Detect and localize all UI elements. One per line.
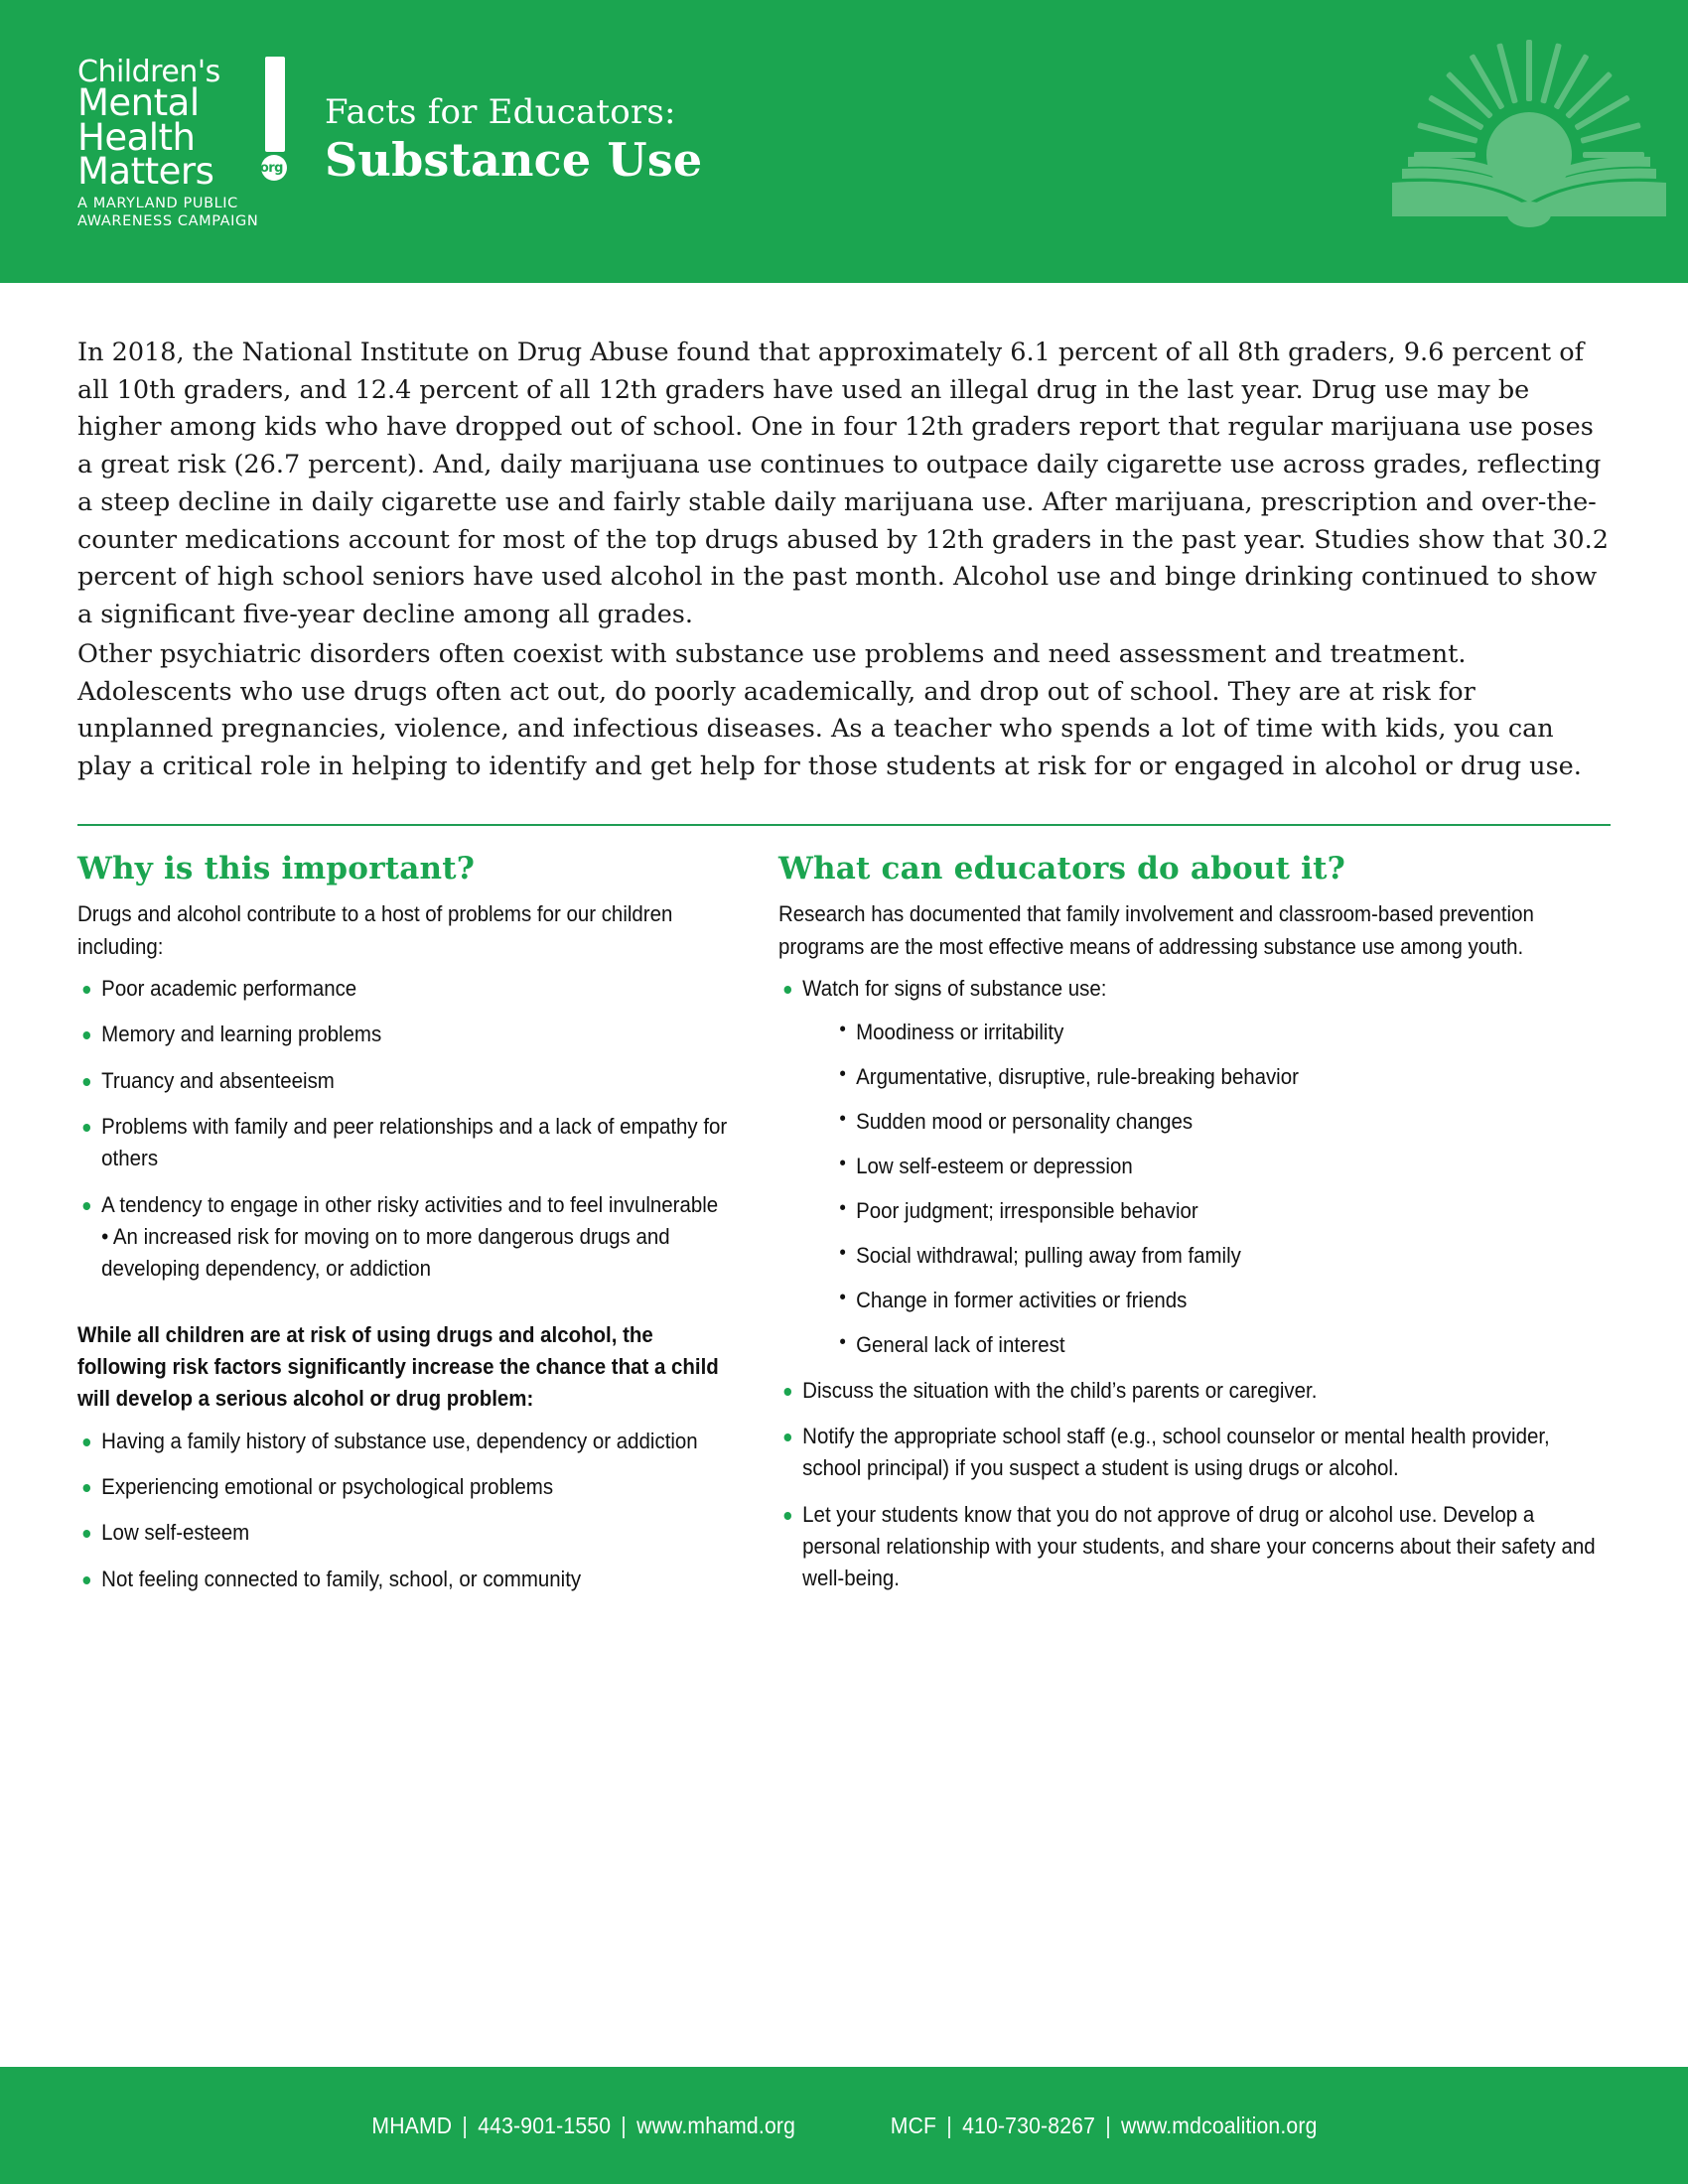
list-item: Low self-esteem bbox=[77, 1517, 729, 1549]
list-item: Having a family history of substance use, dependency or addiction bbox=[77, 1426, 729, 1457]
logo-line-matters: Matters bbox=[77, 150, 214, 194]
list-item: • Argumentative, disruptive, rule-breaking behavior bbox=[839, 1061, 1610, 1093]
list-item bbox=[778, 973, 1611, 1360]
page-content bbox=[0, 283, 1688, 1595]
list-item: Problems with family and peer relationships and a lack of empathy for others bbox=[77, 1111, 729, 1175]
list-item: Poor academic performance bbox=[77, 973, 729, 1005]
intro-paragraph-2: Other psychiatric disorders often coexist with substance use problems and need assessment and treatment. Adolescents who use drugs often act out, do poorly academically, and drop out of school. They are at risk for unplanned pregnancies, violence, and infectious diseases. As a teacher who spends a lot of time with kids, you can play a critical role in helping to identify and get help for those students at risk for or engaged in alcohol or drug use. bbox=[77, 638, 1582, 782]
list-item: • Low self-esteem or depression bbox=[839, 1151, 1610, 1182]
watch-signs-label: Watch for signs of substance use: bbox=[802, 976, 1107, 1002]
list-item: Experiencing emotional or psychological problems bbox=[77, 1471, 729, 1503]
list-item: Not feeling connected to family, school, or community bbox=[77, 1564, 729, 1595]
list-item: • Moodiness or irritability bbox=[839, 1017, 1610, 1048]
footer-separator: | bbox=[945, 2112, 952, 2138]
campaign-logo bbox=[77, 53, 281, 229]
two-column-body bbox=[77, 852, 1611, 1595]
logo-line-mental: Mental bbox=[77, 81, 200, 125]
list-item: Truancy and absenteeism bbox=[77, 1065, 729, 1097]
left-column bbox=[77, 852, 773, 1595]
list-item: Memory and learning problems bbox=[77, 1019, 729, 1050]
logo-org-badge: org bbox=[259, 161, 283, 177]
problems-list bbox=[77, 973, 729, 1286]
page-footer bbox=[0, 2067, 1688, 2184]
list-item: • Social withdrawal; pulling away from family bbox=[839, 1240, 1610, 1272]
header-title-block bbox=[325, 93, 702, 191]
footer-org2-phone[interactable]: 410-730-8267 bbox=[961, 2112, 1095, 2138]
footer-org-mhamd bbox=[371, 2113, 795, 2139]
logo-line-health: Health bbox=[77, 115, 196, 159]
logo-tagline-line2: AWARENESS CAMPAIGN bbox=[77, 212, 259, 229]
list-item: Discuss the situation with the child’s parents or caregiver. bbox=[778, 1375, 1611, 1407]
right-column-heading: What can educators do about it? bbox=[778, 850, 1346, 887]
educator-actions-list bbox=[778, 973, 1611, 1594]
logo-tagline-line1: A MARYLAND PUBLIC bbox=[77, 196, 238, 212]
page-title: Substance Use bbox=[325, 132, 703, 187]
section-divider bbox=[77, 824, 1611, 826]
footer-org2-name: MCF bbox=[890, 2112, 936, 2138]
footer-org-mcf bbox=[890, 2113, 1317, 2139]
intro-paragraph-1: In 2018, the National Institute on Drug Abuse found that approximately 6.1 percent of all 8th graders, 9.6 percent of all 10th graders, and 12.4 percent of all 12th graders have used an illegal drug in the last year. Drug use may be higher among kids who have dropped out of school. One in four 12th graders report that regular marijuana use poses a great risk (26.7 percent). And, daily marijuana use continues to outpace daily cigarette use across grades, reflecting a steep decline in daily cigarette use and fairly stable daily marijuana use. After marijuana, prescription and over-the-counter medications account for most of the top drugs abused by 12th graders in the past year. Studies show that 30.2 percent of high school seniors have used alcohol in the past month. Alcohol use and binge drinking continued to show a significant five-year decline among all grades. bbox=[77, 338, 1609, 630]
footer-org2-website-link[interactable]: www.mdcoalition.org bbox=[1120, 2112, 1318, 2138]
sun-over-open-book-icon bbox=[1380, 18, 1678, 246]
logo-line-childrens: Children's bbox=[77, 55, 220, 90]
footer-separator: | bbox=[620, 2112, 627, 2138]
footer-org1-website-link[interactable]: www.mhamd.org bbox=[635, 2112, 795, 2138]
list-item: • Poor judgment; irresponsible behavior bbox=[839, 1195, 1610, 1227]
list-item: • Sudden mood or personality changes bbox=[839, 1106, 1610, 1138]
left-column-heading: Why is this important? bbox=[77, 850, 476, 887]
risk-factors-list bbox=[77, 1426, 729, 1595]
footer-separator: | bbox=[461, 2112, 468, 2138]
header-kicker: Facts for Educators: bbox=[325, 91, 676, 132]
footer-org1-phone[interactable]: 443-901-1550 bbox=[477, 2112, 611, 2138]
intro-section bbox=[77, 283, 1611, 786]
page-header bbox=[0, 0, 1688, 283]
footer-org1-name: MHAMD bbox=[370, 2112, 452, 2138]
list-item: A tendency to engage in other risky activities and to feel invulnerable • An increased risk for moving on to more dangerous drugs and developing dependency, or addiction bbox=[77, 1189, 729, 1286]
list-item: • Change in former activities or friends bbox=[839, 1285, 1610, 1316]
list-item: • General lack of interest bbox=[839, 1329, 1610, 1361]
right-column bbox=[773, 852, 1611, 1595]
exclamation-mark-icon bbox=[265, 57, 285, 152]
right-column-lead: Research has documented that family involvement and classroom-based prevention programs are the most effective means of addressing substance use among youth. bbox=[778, 901, 1534, 959]
list-item: Let your students know that you do not approve of drug or alcohol use. Develop a personal relationship with your students, and share your concerns about their safety and well-being. bbox=[778, 1499, 1611, 1595]
list-item: Notify the appropriate school staff (e.g., school counselor or mental health provider, school principal) if you suspect a student is using drugs or alcohol. bbox=[778, 1421, 1611, 1485]
left-column-lead: Drugs and alcohol contribute to a host of problems for our children including: bbox=[77, 901, 673, 959]
warning-signs-list bbox=[802, 1017, 1611, 1360]
footer-separator: | bbox=[1104, 2112, 1111, 2138]
risk-factors-intro: While all children are at risk of using drugs and alcohol, the following risk factors significantly increase the chance that a child will develop a serious alcohol or drug problem: bbox=[77, 1321, 719, 1412]
